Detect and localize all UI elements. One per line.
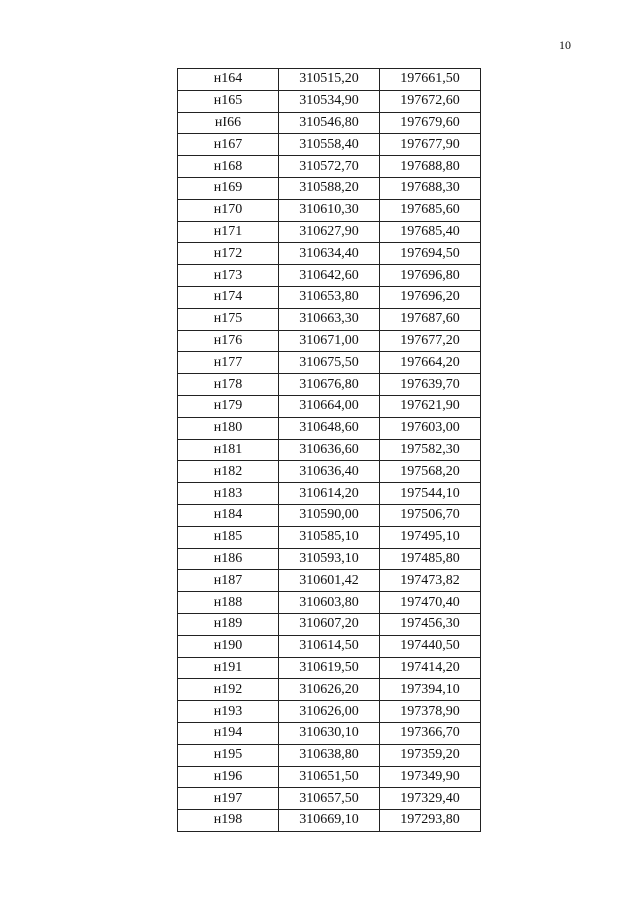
- y-coordinate-cell: 197688,80: [380, 156, 481, 178]
- point-id-cell: н178: [178, 374, 279, 396]
- point-id-cell: н196: [178, 766, 279, 788]
- x-coordinate-cell: 310657,50: [279, 788, 380, 810]
- x-coordinate-cell: 310619,50: [279, 657, 380, 679]
- table-row: [178, 504, 481, 526]
- y-coordinate-cell: 197359,20: [380, 744, 481, 766]
- point-id-cell: н169: [178, 177, 279, 199]
- x-coordinate-cell: 310607,20: [279, 613, 380, 635]
- table-row: [178, 570, 481, 592]
- point-id-cell: н175: [178, 308, 279, 330]
- point-id-cell: н197: [178, 788, 279, 810]
- table-row: [178, 810, 481, 832]
- x-coordinate-cell: 310614,50: [279, 635, 380, 657]
- y-coordinate-cell: 197366,70: [380, 722, 481, 744]
- y-coordinate-cell: 197506,70: [380, 504, 481, 526]
- x-coordinate-cell: 310546,80: [279, 112, 380, 134]
- x-coordinate-cell: 310636,40: [279, 461, 380, 483]
- x-coordinate-cell: 310515,20: [279, 69, 380, 91]
- table-row: [178, 177, 481, 199]
- y-coordinate-cell: 197456,30: [380, 613, 481, 635]
- point-id-cell: н188: [178, 592, 279, 614]
- point-id-cell: н172: [178, 243, 279, 265]
- y-coordinate-cell: 197685,60: [380, 199, 481, 221]
- x-coordinate-cell: 310675,50: [279, 352, 380, 374]
- x-coordinate-cell: 310630,10: [279, 722, 380, 744]
- point-id-cell: н173: [178, 265, 279, 287]
- x-coordinate-cell: 310601,42: [279, 570, 380, 592]
- x-coordinate-cell: 310648,60: [279, 417, 380, 439]
- y-coordinate-cell: 197672,60: [380, 90, 481, 112]
- point-id-cell: н184: [178, 504, 279, 526]
- y-coordinate-cell: 197696,80: [380, 265, 481, 287]
- page-number: 10: [559, 38, 571, 52]
- y-coordinate-cell: 197473,82: [380, 570, 481, 592]
- point-id-cell: н170: [178, 199, 279, 221]
- y-coordinate-cell: 197685,40: [380, 221, 481, 243]
- x-coordinate-cell: 310572,70: [279, 156, 380, 178]
- x-coordinate-cell: 310634,40: [279, 243, 380, 265]
- point-id-cell: н168: [178, 156, 279, 178]
- point-id-cell: н177: [178, 352, 279, 374]
- x-coordinate-cell: 310626,00: [279, 701, 380, 723]
- point-id-cell: н167: [178, 134, 279, 156]
- table-row: [178, 417, 481, 439]
- y-coordinate-cell: 197679,60: [380, 112, 481, 134]
- table-row: [178, 635, 481, 657]
- y-coordinate-cell: 197440,50: [380, 635, 481, 657]
- point-id-cell: н181: [178, 439, 279, 461]
- y-coordinate-cell: 197664,20: [380, 352, 481, 374]
- point-id-cell: н186: [178, 548, 279, 570]
- point-id-cell: н185: [178, 526, 279, 548]
- table-row: [178, 90, 481, 112]
- point-id-cell: н198: [178, 810, 279, 832]
- table-row: [178, 330, 481, 352]
- y-coordinate-cell: 197414,20: [380, 657, 481, 679]
- table-row: [178, 308, 481, 330]
- y-coordinate-cell: 197677,90: [380, 134, 481, 156]
- table-row: [178, 722, 481, 744]
- table-row: [178, 134, 481, 156]
- table-row: [178, 657, 481, 679]
- x-coordinate-cell: 310638,80: [279, 744, 380, 766]
- x-coordinate-cell: 310676,80: [279, 374, 380, 396]
- coordinates-table: [177, 68, 481, 832]
- y-coordinate-cell: 197621,90: [380, 395, 481, 417]
- y-coordinate-cell: 197568,20: [380, 461, 481, 483]
- point-id-cell: н194: [178, 722, 279, 744]
- y-coordinate-cell: 197485,80: [380, 548, 481, 570]
- x-coordinate-cell: 310663,30: [279, 308, 380, 330]
- point-id-cell: н165: [178, 90, 279, 112]
- point-id-cell: н190: [178, 635, 279, 657]
- table-row: [178, 701, 481, 723]
- x-coordinate-cell: 310558,40: [279, 134, 380, 156]
- y-coordinate-cell: 197677,20: [380, 330, 481, 352]
- x-coordinate-cell: 310671,00: [279, 330, 380, 352]
- x-coordinate-cell: 310653,80: [279, 286, 380, 308]
- table-row: [178, 439, 481, 461]
- point-id-cell: н189: [178, 613, 279, 635]
- x-coordinate-cell: 310593,10: [279, 548, 380, 570]
- table-row: [178, 548, 481, 570]
- point-id-cell: нI66: [178, 112, 279, 134]
- x-coordinate-cell: 310664,00: [279, 395, 380, 417]
- point-id-cell: н187: [178, 570, 279, 592]
- y-coordinate-cell: 197470,40: [380, 592, 481, 614]
- point-id-cell: н182: [178, 461, 279, 483]
- point-id-cell: н183: [178, 483, 279, 505]
- table-row: [178, 744, 481, 766]
- table-row: [178, 395, 481, 417]
- x-coordinate-cell: 310588,20: [279, 177, 380, 199]
- point-id-cell: н195: [178, 744, 279, 766]
- table-row: [178, 679, 481, 701]
- table-row: [178, 69, 481, 91]
- x-coordinate-cell: 310651,50: [279, 766, 380, 788]
- y-coordinate-cell: 197687,60: [380, 308, 481, 330]
- table-row: [178, 788, 481, 810]
- y-coordinate-cell: 197696,20: [380, 286, 481, 308]
- point-id-cell: н179: [178, 395, 279, 417]
- y-coordinate-cell: 197603,00: [380, 417, 481, 439]
- x-coordinate-cell: 310603,80: [279, 592, 380, 614]
- point-id-cell: н191: [178, 657, 279, 679]
- table-row: [178, 112, 481, 134]
- y-coordinate-cell: 197639,70: [380, 374, 481, 396]
- table-row: [178, 483, 481, 505]
- point-id-cell: н180: [178, 417, 279, 439]
- y-coordinate-cell: 197394,10: [380, 679, 481, 701]
- table-row: [178, 613, 481, 635]
- x-coordinate-cell: 310534,90: [279, 90, 380, 112]
- point-id-cell: н174: [178, 286, 279, 308]
- y-coordinate-cell: 197582,30: [380, 439, 481, 461]
- y-coordinate-cell: 197688,30: [380, 177, 481, 199]
- x-coordinate-cell: 310642,60: [279, 265, 380, 287]
- x-coordinate-cell: 310585,10: [279, 526, 380, 548]
- y-coordinate-cell: 197544,10: [380, 483, 481, 505]
- point-id-cell: н192: [178, 679, 279, 701]
- table-row: [178, 766, 481, 788]
- table-row: [178, 526, 481, 548]
- table-row: [178, 156, 481, 178]
- table-row: [178, 265, 481, 287]
- point-id-cell: н171: [178, 221, 279, 243]
- x-coordinate-cell: 310636,60: [279, 439, 380, 461]
- table-row: [178, 243, 481, 265]
- x-coordinate-cell: 310590,00: [279, 504, 380, 526]
- y-coordinate-cell: 197694,50: [380, 243, 481, 265]
- point-id-cell: н164: [178, 69, 279, 91]
- x-coordinate-cell: 310627,90: [279, 221, 380, 243]
- y-coordinate-cell: 197329,40: [380, 788, 481, 810]
- y-coordinate-cell: 197378,90: [380, 701, 481, 723]
- y-coordinate-cell: 197495,10: [380, 526, 481, 548]
- table-row: [178, 286, 481, 308]
- y-coordinate-cell: 197293,80: [380, 810, 481, 832]
- point-id-cell: н176: [178, 330, 279, 352]
- x-coordinate-cell: 310614,20: [279, 483, 380, 505]
- x-coordinate-cell: 310669,10: [279, 810, 380, 832]
- table-row: [178, 199, 481, 221]
- coordinates-table-body: [178, 69, 481, 832]
- table-row: [178, 592, 481, 614]
- x-coordinate-cell: 310610,30: [279, 199, 380, 221]
- table-row: [178, 461, 481, 483]
- y-coordinate-cell: 197349,90: [380, 766, 481, 788]
- table-row: [178, 221, 481, 243]
- table-row: [178, 374, 481, 396]
- point-id-cell: н193: [178, 701, 279, 723]
- y-coordinate-cell: 197661,50: [380, 69, 481, 91]
- table-row: [178, 352, 481, 374]
- x-coordinate-cell: 310626,20: [279, 679, 380, 701]
